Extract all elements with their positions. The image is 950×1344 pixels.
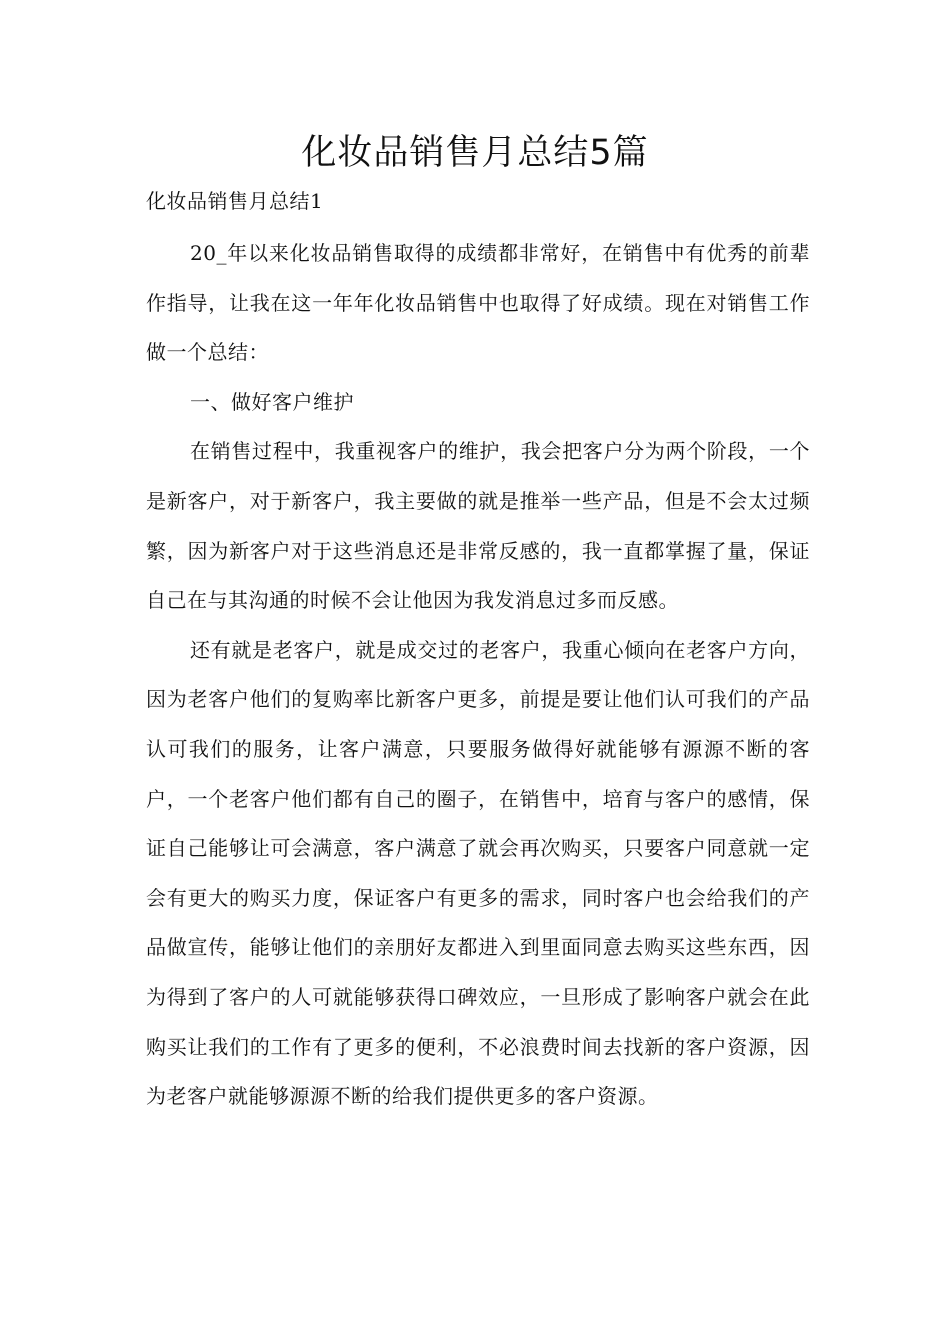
section-subtitle: 化妆品销售月总结1 bbox=[146, 189, 324, 213]
document-title: 化妆品销售月总结5篇 bbox=[301, 133, 649, 173]
paragraph-old-customers: 还有就是老客户，就是成交过的老客户，我重心倾向在老客户方向，因为老客户他们的复购率比新客户更多，前提是要让他们认可我们的产品认可我们的服务，让客户满意，只要服务做得好就能够有源源不断的客户，一个老客户他们都有自己的圈子，在销售中，培育与客户的感情，保证自己能够让可会满意，客户满意了就会再次购买，只要客户同意就一定会有更大的购买力度，保证客户有更多的需求，同时客户也会给我们的产品做宣传，能够让他们的亲朋好友都进入到里面同意去购买这些东西，因为得到了客户的人可就能够获得口碑效应，一旦形成了影响客户就会在此购买让我们的工作有了更多的便利，不必浪费时间去找新的客户资源，因为老客户就能够源源不断的给我们提供更多的客户资源。 bbox=[146, 637, 810, 1109]
paragraph-new-customers: 在销售过程中，我重视客户的维护，我会把客户分为两个阶段，一个是新客户，对于新客户，我主要做的就是推举一些产品，但是不会太过频繁，因为新客户对于这些消息还是非常反感的，我一直都掌握了量，保证自己在与其沟通的时候不会让他因为我发消息过多而反感。 bbox=[146, 439, 810, 613]
document-body bbox=[146, 229, 810, 1122]
section-heading-customer-maintenance: 一、做好客户维护 bbox=[190, 389, 354, 414]
paragraph-intro: 20_年以来化妆品销售取得的成绩都非常好，在销售中有优秀的前辈作指导，让我在这一年年化妆品销售中也取得了好成绩。现在对销售工作做一个总结： bbox=[146, 241, 810, 365]
